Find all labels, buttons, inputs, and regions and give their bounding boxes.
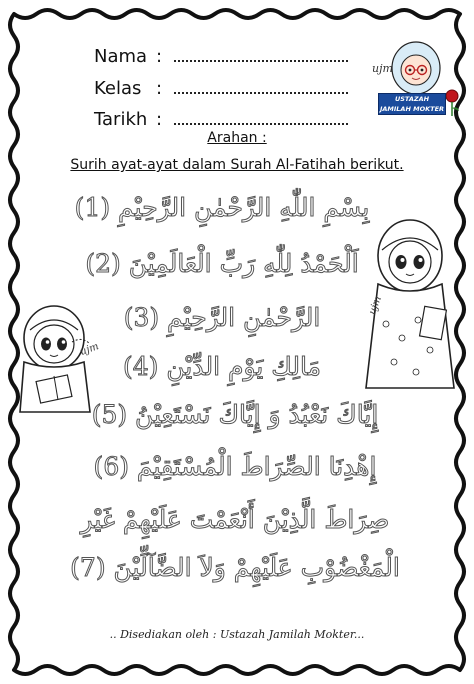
nama-dotted-line[interactable]: [174, 60, 348, 62]
ayah-3: الرَّحْمٰنِ الرَّحِيْمِ (3): [123, 303, 321, 332]
prepared-by-footer: .. Disediakan oleh : Ustazah Jamilah Mokter...: [109, 628, 365, 641]
nama-colon: :: [156, 46, 163, 67]
arahan-heading: Arahan :: [207, 130, 267, 146]
logo-banner: [378, 93, 446, 115]
ayah-7a: صِرَاطَ الَّذِيْنَ أَنْعَمْتَ عَلَيْهِمْ غَيْرِ: [80, 505, 390, 534]
ayah-2: اَلْحَمْدُ لِلّٰهِ رَبِّ الْعَالَمِيْنَ (2): [85, 249, 359, 278]
ayah-1: بِسْمِ اللّٰهِ الرَّحْمٰنِ الرَّحِيْمِ (1): [74, 193, 370, 222]
logo-signature: ujm: [372, 62, 393, 75]
girl-reading-illustration: [12, 300, 108, 418]
kelas-field: [94, 78, 163, 99]
ayah-7b: الْمَغْضُوْبِ عَلَيْهِمْ وَلاَ الضَّآلِّيْنَ (7): [70, 553, 400, 582]
nama-label: Nama: [94, 46, 148, 67]
nama-field: [94, 46, 163, 67]
instruction-text: Surih ayat-ayat dalam Surah Al-Fatihah berikut.: [70, 157, 404, 173]
ayah-4: مَالِكِ يَوْمِ الدِّيْنِ (4): [123, 352, 321, 381]
logo-line2: JAMILAH MOKTER: [379, 105, 445, 113]
ayah-5: إِيَّاكَ نَعْبُدُ وَ إِيَّاكَ نَسْتَعِيْنُ (5): [91, 400, 379, 429]
kelas-label: Kelas: [94, 78, 142, 99]
ayah-6: إِهْدِنَا الصِّرَاطَ الْمُسْتَقِيْمَ (6): [93, 452, 377, 481]
kelas-dotted-line[interactable]: [174, 92, 348, 94]
tarikh-field: [94, 109, 163, 130]
right-girl-signature: ujm: [367, 294, 384, 317]
kelas-colon: :: [156, 78, 163, 99]
logo-line1: USTAZAH: [394, 95, 430, 103]
left-girl-signature: ujm: [78, 341, 101, 358]
tarikh-colon: :: [156, 109, 163, 130]
tarikh-dotted-line[interactable]: [174, 123, 348, 125]
tarikh-label: Tarikh: [94, 109, 148, 130]
